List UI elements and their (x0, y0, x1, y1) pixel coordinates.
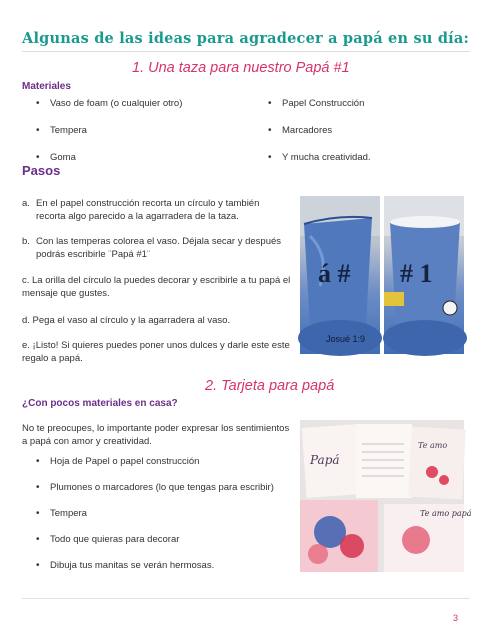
mug-handwriting: á # (318, 259, 351, 288)
list-item: • Tempera (36, 507, 286, 520)
step-b (22, 235, 302, 261)
section2-heading: ¿Con pocos materiales en casa? (22, 398, 178, 409)
materials-heading: Materiales (22, 81, 71, 92)
section2-title: 2. Tarjeta para papá (205, 378, 335, 394)
card-text: Papá (310, 453, 340, 467)
step-text: Con las temperas colorea el vaso. Déjala secar y después (36, 236, 282, 247)
list-item: • Goma (36, 151, 236, 164)
card-materials-list (36, 455, 286, 585)
card-illustration (300, 420, 472, 572)
step-c: c. La orilla del círculo la puedes decorar y escribirle a tu papá el mensaje que gustes. (22, 275, 291, 299)
list-item: • Plumones o marcadores (lo que tengas para escribir) (36, 481, 286, 494)
list-item: • Tempera (36, 124, 236, 137)
list-item: • Todo que quieras para decorar (36, 533, 286, 546)
step-text-cont: podrás escribirle ¨Papá #1¨ (36, 249, 151, 260)
list-item: • Hoja de Papel o papel construcción (36, 455, 286, 468)
card-text: Te amo (418, 441, 448, 450)
step-a (22, 197, 302, 223)
list-item: • Dibuja tus manitas se verán hermosas. (36, 559, 286, 572)
step-e: e. ¡Listo! Si quieres puedes poner unos dulces y darle este este regalo a papá. (22, 340, 290, 364)
footer-divider (22, 598, 470, 599)
card-text: Te amo papá (420, 509, 472, 518)
mug-illustration (300, 196, 380, 354)
steps-heading: Pasos (22, 163, 61, 178)
page-title: Algunas de las ideas para agradecer a papá en su día: (22, 30, 470, 47)
step-d: d. Pega el vaso al círculo y la agarradera al vaso. (22, 315, 231, 326)
section2-intro: No te preocupes, lo importante poder expresar los sentimientos a papá con amor y creatividad. (22, 423, 290, 447)
mug-photo-front (384, 196, 464, 354)
page-number: 3 (453, 613, 459, 623)
materials-list-right (268, 97, 468, 178)
step-label: b. (22, 236, 30, 247)
list-item: • Y mucha creatividad. (268, 151, 468, 164)
materials-list-left (36, 97, 236, 178)
step-text: En el papel construcción recorta un círculo y también (36, 198, 260, 209)
list-item: • Marcadores (268, 124, 468, 137)
list-item: • Papel Construcción (268, 97, 468, 110)
mug-illustration (384, 196, 464, 354)
card-photo (300, 420, 472, 572)
section1-title: 1. Una taza para nuestro Papá #1 (132, 60, 350, 76)
list-item: • Vaso de foam (o cualquier otro) (36, 97, 236, 110)
step-label: a. (22, 198, 30, 209)
title-divider (22, 51, 470, 52)
mug-photo-side (300, 196, 380, 354)
step-text-cont: recorta algo parecido a la agarradera de la taza. (36, 211, 239, 222)
mug-handwriting: # 1 (400, 259, 433, 288)
plate-text: Josué 1:9 (326, 334, 366, 344)
